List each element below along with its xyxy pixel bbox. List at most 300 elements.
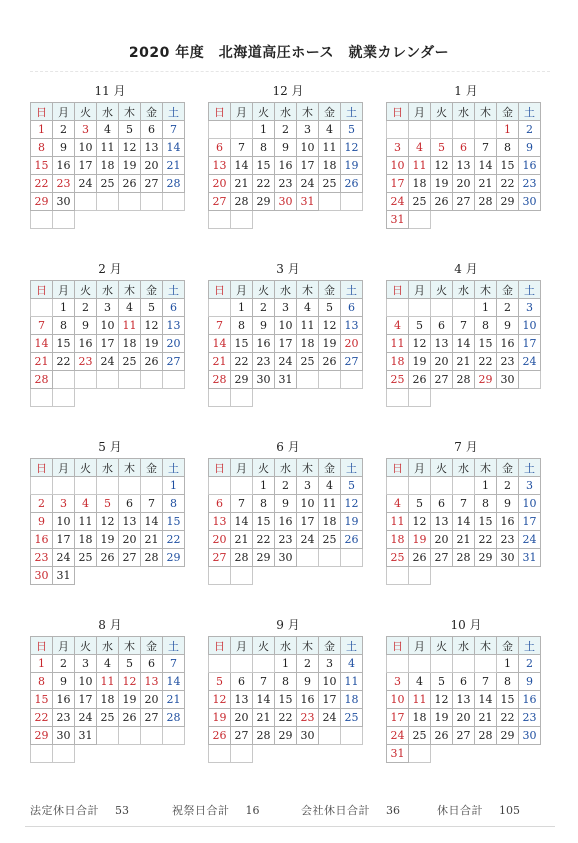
day-cell: 2 [297,655,319,673]
week-row [31,673,185,691]
day-cell: 7 [453,317,475,335]
day-cell: 1 [475,477,497,495]
day-cell: 3 [519,477,541,495]
empty-day-cell [75,371,97,389]
empty-day-cell [297,549,319,567]
day-cell: 21 [163,691,185,709]
week-row [209,655,363,673]
day-cell: 5 [431,139,453,157]
day-cell: 15 [497,157,519,175]
day-cell: 7 [475,139,497,157]
day-cell: 28 [453,371,475,389]
day-cell: 1 [231,299,253,317]
day-cell: 3 [97,299,119,317]
week-row [387,335,541,353]
week-row [31,709,185,727]
day-cell: 20 [453,709,475,727]
empty-day-cell [163,193,185,211]
day-cell: 6 [119,495,141,513]
day-cell: 24 [387,193,409,211]
empty-day-cell [209,389,231,407]
company-holiday-total-value: 36 [386,804,400,817]
day-cell: 24 [97,353,119,371]
weekday-header-row [31,103,185,121]
week-row [387,371,541,389]
weekday-header: 日 [387,459,409,477]
weekday-header: 火 [253,103,275,121]
weekday-header: 金 [141,281,163,299]
empty-day-cell [163,371,185,389]
weekday-header: 水 [275,459,297,477]
weekday-header: 火 [75,281,97,299]
day-cell: 5 [209,673,231,691]
empty-day-cell [209,211,231,229]
day-cell: 26 [341,531,363,549]
day-cell: 25 [409,727,431,745]
day-cell: 17 [97,335,119,353]
day-cell: 3 [297,121,319,139]
week-row [387,673,541,691]
weekday-header: 土 [519,459,541,477]
weekday-header: 木 [475,637,497,655]
day-cell: 3 [519,299,541,317]
day-cell: 12 [97,513,119,531]
empty-day-cell [319,549,341,567]
day-cell: 26 [409,549,431,567]
weekday-header: 火 [431,637,453,655]
day-cell: 10 [53,513,75,531]
weekday-header: 木 [475,103,497,121]
day-cell: 28 [475,193,497,211]
day-cell: 8 [497,673,519,691]
day-cell: 13 [231,691,253,709]
empty-day-cell [453,121,475,139]
day-cell: 18 [387,531,409,549]
week-row [209,193,363,211]
weekday-header: 月 [53,459,75,477]
day-cell: 28 [475,727,497,745]
day-cell: 5 [431,673,453,691]
week-row [209,317,363,335]
day-cell: 27 [431,549,453,567]
weekday-header: 月 [409,103,431,121]
empty-day-cell [409,389,431,407]
day-cell: 21 [31,353,53,371]
day-cell: 13 [163,317,185,335]
empty-day-cell [431,655,453,673]
empty-day-cell [475,655,497,673]
weekday-header: 水 [275,637,297,655]
day-cell: 29 [163,549,185,567]
day-cell: 9 [297,673,319,691]
day-cell: 29 [497,727,519,745]
day-cell: 4 [409,673,431,691]
weekday-header: 金 [319,459,341,477]
empty-day-cell [53,211,75,229]
week-row [31,193,185,211]
day-cell: 12 [431,691,453,709]
day-cell: 6 [341,299,363,317]
empty-day-cell [253,655,275,673]
day-cell: 6 [163,299,185,317]
day-cell: 9 [31,513,53,531]
day-cell: 30 [297,727,319,745]
day-cell: 27 [209,193,231,211]
day-cell: 26 [119,175,141,193]
day-cell: 14 [31,335,53,353]
weekday-header: 土 [163,459,185,477]
day-cell: 9 [497,495,519,513]
month-calendar [208,80,368,229]
day-cell: 16 [275,157,297,175]
weekday-header: 土 [519,103,541,121]
week-row [387,157,541,175]
day-cell: 23 [253,353,275,371]
day-cell: 7 [253,673,275,691]
day-cell: 20 [453,175,475,193]
empty-day-cell [231,389,253,407]
day-cell: 6 [453,673,475,691]
day-cell: 8 [163,495,185,513]
week-row [387,477,541,495]
day-cell: 7 [475,673,497,691]
day-cell: 23 [497,353,519,371]
day-cell: 5 [341,477,363,495]
day-cell: 27 [163,353,185,371]
day-cell: 20 [209,175,231,193]
day-cell: 13 [453,157,475,175]
week-row [31,549,185,567]
day-cell: 14 [475,691,497,709]
empty-day-cell [31,389,53,407]
weekday-header: 土 [341,281,363,299]
day-cell: 29 [475,549,497,567]
day-cell: 26 [209,727,231,745]
week-row [31,727,185,745]
day-cell: 10 [297,495,319,513]
weekday-header: 木 [119,459,141,477]
day-cell: 22 [475,353,497,371]
weekday-header: 月 [409,459,431,477]
empty-day-cell [409,567,431,585]
month-calendar [208,436,368,585]
weekday-header-row [387,637,541,655]
day-cell: 4 [387,317,409,335]
day-cell: 16 [253,335,275,353]
week-row [31,531,185,549]
month-table [208,102,363,229]
week-row [387,211,541,229]
day-cell: 14 [253,691,275,709]
day-cell: 29 [31,193,53,211]
day-cell: 22 [253,175,275,193]
day-cell: 24 [53,549,75,567]
day-cell: 12 [119,139,141,157]
day-cell: 19 [97,531,119,549]
day-cell: 18 [409,175,431,193]
day-cell: 7 [31,317,53,335]
month-title: 3 月 [276,262,300,276]
day-cell: 1 [163,477,185,495]
day-cell: 2 [519,121,541,139]
week-row [209,477,363,495]
month-title: 10 月 [450,618,482,632]
day-cell: 9 [497,317,519,335]
weekday-header: 日 [387,281,409,299]
day-cell: 24 [75,709,97,727]
day-cell: 22 [163,531,185,549]
day-cell: 2 [253,299,275,317]
empty-day-cell [387,477,409,495]
day-cell: 17 [319,691,341,709]
week-row [387,495,541,513]
empty-day-cell [141,477,163,495]
national-holiday-total-value: 16 [245,804,260,817]
day-cell: 25 [319,175,341,193]
day-cell: 31 [387,211,409,229]
weekday-header: 火 [253,637,275,655]
day-cell: 15 [31,691,53,709]
empty-day-cell [409,121,431,139]
month-table [30,636,185,763]
week-row [209,371,363,389]
week-row [209,211,363,229]
week-row [209,121,363,139]
day-cell: 19 [119,157,141,175]
day-cell: 3 [297,477,319,495]
day-cell: 11 [341,673,363,691]
month-table [208,280,363,407]
day-cell: 6 [141,655,163,673]
empty-day-cell [163,727,185,745]
weekday-header: 日 [209,281,231,299]
day-cell: 8 [253,495,275,513]
week-row [209,691,363,709]
day-cell: 31 [519,549,541,567]
weekday-header: 火 [253,459,275,477]
day-cell: 25 [297,353,319,371]
day-cell: 13 [209,513,231,531]
day-cell: 4 [319,477,341,495]
day-cell: 16 [31,531,53,549]
empty-day-cell [409,477,431,495]
day-cell: 23 [519,175,541,193]
day-cell: 3 [275,299,297,317]
month-table [208,636,363,763]
day-cell: 5 [119,121,141,139]
day-cell: 16 [519,691,541,709]
week-row [387,353,541,371]
empty-day-cell [141,371,163,389]
day-cell: 14 [209,335,231,353]
week-row [31,691,185,709]
day-cell: 14 [163,139,185,157]
day-cell: 30 [31,567,53,585]
empty-day-cell [341,727,363,745]
day-cell: 16 [497,335,519,353]
weekday-header: 火 [431,103,453,121]
weekday-header-row [387,459,541,477]
weekday-header: 土 [341,459,363,477]
day-cell: 21 [163,157,185,175]
day-cell: 18 [319,157,341,175]
week-row [209,673,363,691]
day-cell: 20 [141,157,163,175]
empty-day-cell [341,193,363,211]
day-cell: 17 [297,513,319,531]
empty-day-cell [97,477,119,495]
day-cell: 29 [231,371,253,389]
day-cell: 31 [275,371,297,389]
day-cell: 8 [253,139,275,157]
weekday-header: 火 [75,103,97,121]
weekday-header: 土 [341,103,363,121]
day-cell: 15 [475,513,497,531]
day-cell: 6 [453,139,475,157]
day-cell: 27 [453,193,475,211]
weekday-header-row [209,103,363,121]
day-cell: 9 [253,317,275,335]
month-title: 8 月 [98,618,122,632]
day-cell: 12 [341,139,363,157]
day-cell: 27 [141,709,163,727]
week-row [387,691,541,709]
day-cell: 22 [497,175,519,193]
week-row [387,531,541,549]
empty-day-cell [231,121,253,139]
day-cell: 27 [231,727,253,745]
week-row [31,139,185,157]
empty-day-cell [231,655,253,673]
day-cell: 19 [341,157,363,175]
day-cell: 6 [431,495,453,513]
empty-day-cell [319,193,341,211]
month-calendar [30,614,190,763]
weekday-header: 月 [231,281,253,299]
weekday-header: 月 [231,637,253,655]
day-cell: 9 [53,673,75,691]
day-cell: 12 [431,157,453,175]
month-calendar [208,614,368,763]
day-cell: 2 [53,655,75,673]
weekday-header: 水 [275,103,297,121]
day-cell: 24 [387,727,409,745]
empty-day-cell [231,567,253,585]
day-cell: 18 [297,335,319,353]
weekday-header: 水 [97,281,119,299]
day-cell: 13 [119,513,141,531]
week-row [387,513,541,531]
day-cell: 22 [31,175,53,193]
weekday-header: 月 [53,281,75,299]
weekday-header: 水 [453,459,475,477]
day-cell: 15 [497,691,519,709]
day-cell: 25 [75,549,97,567]
day-cell: 16 [297,691,319,709]
day-cell: 14 [231,157,253,175]
day-cell: 2 [275,121,297,139]
week-row [387,299,541,317]
weekday-header: 金 [141,103,163,121]
day-cell: 29 [497,193,519,211]
day-cell: 16 [497,513,519,531]
day-cell: 30 [497,549,519,567]
weekday-header: 木 [475,459,497,477]
day-cell: 15 [475,335,497,353]
empty-day-cell [231,477,253,495]
weekday-header: 金 [319,637,341,655]
day-cell: 23 [275,175,297,193]
title-divider [30,71,550,72]
empty-day-cell [119,727,141,745]
day-cell: 25 [409,193,431,211]
day-cell: 30 [253,371,275,389]
day-cell: 20 [163,335,185,353]
day-cell: 10 [75,673,97,691]
weekday-header: 日 [209,103,231,121]
day-cell: 7 [231,139,253,157]
weekday-header: 金 [141,637,163,655]
day-cell: 26 [431,193,453,211]
week-row [209,531,363,549]
day-cell: 8 [275,673,297,691]
day-cell: 8 [31,673,53,691]
day-cell: 6 [209,495,231,513]
weekday-header: 金 [319,281,341,299]
day-cell: 31 [53,567,75,585]
day-cell: 23 [519,709,541,727]
month-table [30,102,185,229]
empty-day-cell [53,477,75,495]
day-cell: 26 [119,709,141,727]
day-cell: 19 [409,531,431,549]
day-cell: 30 [275,549,297,567]
day-cell: 18 [387,353,409,371]
day-cell: 1 [275,655,297,673]
day-cell: 28 [253,727,275,745]
month-title: 1 月 [454,84,478,98]
day-cell: 27 [141,175,163,193]
day-cell: 22 [53,353,75,371]
day-cell: 13 [209,157,231,175]
day-cell: 10 [97,317,119,335]
day-cell: 1 [253,121,275,139]
day-cell: 8 [475,317,497,335]
day-cell: 30 [53,727,75,745]
day-cell: 15 [253,513,275,531]
day-cell: 20 [119,531,141,549]
day-cell: 8 [31,139,53,157]
day-cell: 25 [387,549,409,567]
day-cell: 12 [209,691,231,709]
weekday-header: 金 [141,459,163,477]
weekday-header: 土 [163,637,185,655]
day-cell: 2 [31,495,53,513]
day-cell: 20 [231,709,253,727]
day-cell: 28 [163,175,185,193]
empty-day-cell [387,655,409,673]
empty-day-cell [209,655,231,673]
week-row [31,389,185,407]
day-cell: 3 [319,655,341,673]
day-cell: 21 [253,709,275,727]
weekday-header-row [209,281,363,299]
day-cell: 23 [31,549,53,567]
week-row [31,175,185,193]
day-cell: 30 [275,193,297,211]
day-cell: 5 [119,655,141,673]
weekday-header: 土 [519,281,541,299]
